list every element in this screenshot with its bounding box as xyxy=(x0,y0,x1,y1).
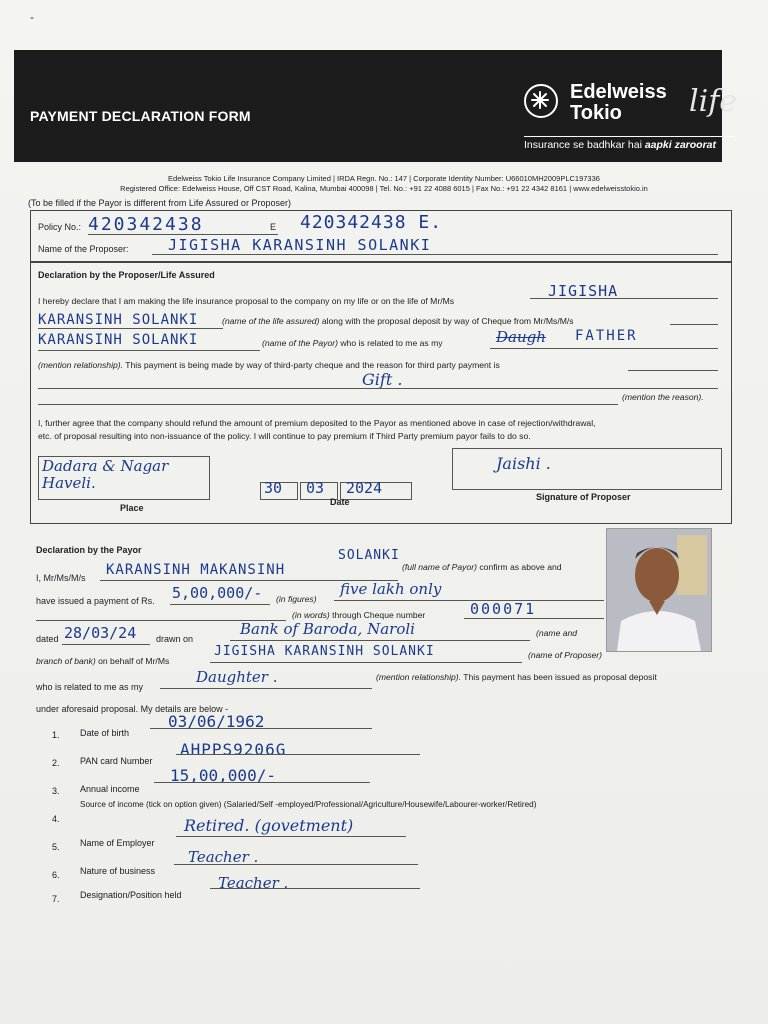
nature-of-business-line xyxy=(174,864,418,865)
detail-5-label: Name of Employer xyxy=(80,838,155,848)
refund-text-2: etc. of proposal resulting into non-issuance of the policy. I will continue to pay premium if Third Party premium payor fails to do so. xyxy=(38,431,531,441)
relation-struck-handwritten: Daugh xyxy=(496,328,546,346)
bank-caption: (name and xyxy=(536,628,578,638)
declaration-line-2-text: along with the proposal deposit by way of Cheque from Mr/Ms/M/s xyxy=(319,316,574,326)
employer-line xyxy=(176,836,406,837)
pan-number-line xyxy=(176,754,420,755)
form-header xyxy=(14,50,738,162)
payor-full-name-handwritten[interactable]: KARANSINH MAKANSINH xyxy=(106,562,286,578)
policy-no-repeat-handwritten: 420342438 E. xyxy=(300,212,443,233)
reason-line-1 xyxy=(38,388,718,389)
payor-photo xyxy=(606,528,712,652)
payor-confirm-text: confirm as above and xyxy=(477,562,562,572)
payor-name-handwritten[interactable]: KARANSINH SOLANKI xyxy=(38,332,199,348)
detail-5-number: 5. xyxy=(52,842,60,852)
amount-words-handwritten[interactable]: five lakh only xyxy=(340,580,442,598)
detail-4-number: 4. xyxy=(52,814,60,824)
brand-name-line2: Tokio xyxy=(570,102,622,124)
reason-handwritten[interactable]: Gift . xyxy=(362,370,403,389)
amount-figures-caption: (in figures) xyxy=(276,594,317,604)
detail-1-label: Date of birth xyxy=(80,728,130,738)
nature-of-business-handwritten[interactable]: Teacher . xyxy=(188,848,259,866)
date-label: Date xyxy=(330,497,350,507)
payor-relation-line xyxy=(160,688,372,689)
relationship-caption: (mention relationship). xyxy=(38,360,124,370)
registration-line-1: Edelweiss Tokio Life Insurance Company Limited | IRDA Regn. No.: 147 | Corporate Identity Number: U66010MH2009PLC197336 xyxy=(168,174,600,183)
amount-words-line-1 xyxy=(334,600,604,601)
cheque-number-handwritten[interactable]: 000071 xyxy=(470,600,537,618)
amount-words-caption: (in words) xyxy=(292,610,330,620)
proposal-deposit-text: This payment has been issued as proposal deposit xyxy=(461,672,657,682)
place-label: Place xyxy=(120,503,144,513)
drawn-on-label: drawn on xyxy=(156,634,194,644)
payor-relation-caption: (mention relationship). xyxy=(376,672,462,682)
payor-relation-handwritten[interactable]: Daughter . xyxy=(196,668,278,686)
payment-prefix: have issued a payment of Rs. xyxy=(36,596,155,606)
detail-6-label: Nature of business xyxy=(80,866,156,876)
place-handwritten[interactable]: Dadara & Nagar Haveli. xyxy=(42,457,169,492)
declaration-line-3 xyxy=(262,338,443,348)
branch-caption: branch of bank) xyxy=(36,656,96,666)
payor-surname-handwritten[interactable]: SOLANKI xyxy=(338,548,400,563)
fill-note: (To be filled if the Payor is different from Life Assured or Proposer) xyxy=(28,198,291,208)
declaration-line-2 xyxy=(222,316,574,326)
life-assured-name-handwritten-1[interactable]: JIGISHA xyxy=(548,282,619,300)
date-day-handwritten[interactable]: 30 xyxy=(264,479,283,497)
payor-from-line xyxy=(670,324,718,325)
policy-no-line xyxy=(88,234,278,235)
top-mark: - xyxy=(30,10,34,24)
brand-name-line1: Edelweiss xyxy=(570,81,667,103)
detail-6-number: 6. xyxy=(52,870,60,880)
amount-figures-line xyxy=(170,604,270,605)
payor-name-suffix xyxy=(402,562,562,572)
brand-tagline xyxy=(524,136,734,151)
brand-script: life xyxy=(689,84,738,119)
brand-logo-icon xyxy=(524,84,558,118)
proposer-name-handwritten[interactable]: JIGISHA KARANSINH SOLANKI xyxy=(168,236,432,254)
behalf-line xyxy=(36,656,169,666)
amount-figures-handwritten[interactable]: 5,00,000/- xyxy=(172,584,263,602)
detail-7-label: Designation/Position held xyxy=(80,890,182,900)
cheque-number-label: through Cheque number xyxy=(329,610,426,620)
employer-handwritten[interactable]: Retired. (govetment) xyxy=(184,816,354,835)
policy-no-suffix: E xyxy=(270,222,277,232)
life-assured-caption: (name of the life assured) xyxy=(222,316,320,326)
detail-1-number: 1. xyxy=(52,730,60,740)
annual-income-handwritten[interactable]: 15,00,000/- xyxy=(170,766,276,785)
form-title: PAYMENT DECLARATION FORM xyxy=(30,108,251,124)
payor-name-line xyxy=(38,350,260,351)
proposer-declaration-heading: Declaration by the Proposer/Life Assured xyxy=(38,270,215,280)
annual-income-line xyxy=(154,782,370,783)
reason-start-line xyxy=(628,370,718,371)
declaration-line-3-text: who is related to me as my xyxy=(337,338,443,348)
detail-2-number: 2. xyxy=(52,758,60,768)
reason-caption: (mention the reason). xyxy=(622,392,704,402)
relation-handwritten[interactable]: FATHER xyxy=(575,328,638,344)
date-of-birth-line xyxy=(150,728,372,729)
behalf-name-line xyxy=(210,662,522,663)
detail-3-number: 3. xyxy=(52,786,60,796)
payor-declaration-heading: Declaration by the Payor xyxy=(36,545,142,555)
bank-name-line xyxy=(230,640,530,641)
date-of-birth-handwritten[interactable]: 03/06/1962 xyxy=(168,712,265,731)
detail-3-label: Annual income xyxy=(80,784,140,794)
cheque-date-line xyxy=(62,644,150,645)
pan-number-handwritten[interactable]: AHPPS9206G xyxy=(180,740,287,759)
refund-text-1: I, further agree that the company should refund the amount of premium deposited to the Payor as mentioned above in case of rejection/withdrawal, xyxy=(38,418,596,428)
declaration-line-1: I hereby declare that I am making the life insurance proposal to the company on my life or on the life of Mr/Ms xyxy=(38,296,455,306)
payor-name-prefix: I, Mr/Ms/M/s xyxy=(36,573,86,583)
declaration-line-4 xyxy=(38,360,500,370)
reason-line-2 xyxy=(38,404,618,405)
proposer-signature-handwritten[interactable]: Jaishi . xyxy=(496,454,551,473)
detail-7-number: 7. xyxy=(52,894,60,904)
policy-no-handwritten[interactable]: 420342438 xyxy=(88,214,204,235)
tagline-text: Insurance se badhkar hai xyxy=(524,139,645,151)
detail-2-label: PAN card Number xyxy=(80,756,153,766)
relation-prefix: who is related to me as my xyxy=(36,682,144,692)
bank-name-handwritten[interactable]: Bank of Baroda, Naroli xyxy=(240,620,415,638)
behalf-label: on behalf of Mr/Ms xyxy=(95,656,170,666)
behalf-name-handwritten[interactable]: JIGISHA KARANSINH SOLANKI xyxy=(214,644,435,659)
registration-line-2: Registered Office: Edelweiss House, Off CST Road, Kalina, Mumbai 400098 | Tel. No.: +91 22 4088 6015 | Fax No.: +91 22 4342 8161 | www.edelweisstokio.in xyxy=(120,184,648,193)
payor-full-name-caption: (full name of Payor) xyxy=(402,562,477,572)
signature-label: Signature of Proposer xyxy=(536,492,631,502)
signature-box xyxy=(452,448,722,490)
proposer-name-label: Name of the Proposer: xyxy=(38,244,129,254)
cheque-prefix xyxy=(292,610,425,620)
designation-handwritten[interactable]: Teacher . xyxy=(218,874,289,892)
date-month-handwritten[interactable]: 03 xyxy=(306,479,325,497)
detail-4-label: Source of income (tick on option given) (Salaried/Self -employed/Professional/Agriculture/Housewife/Labourer-worker/Retired) xyxy=(80,800,537,809)
cheque-date-handwritten[interactable]: 28/03/24 xyxy=(64,624,137,642)
dated-label: dated xyxy=(36,634,59,644)
date-year-handwritten[interactable]: 2024 xyxy=(346,479,383,497)
declaration-line-4-text: This payment is being made by way of third-party cheque and the reason for third party payment is xyxy=(123,360,500,370)
cheque-number-line xyxy=(464,618,604,619)
proposer-name-caption: (name of Proposer) xyxy=(528,650,603,660)
relation-line xyxy=(490,348,718,349)
life-assured-name-handwritten-2[interactable]: KARANSINH SOLANKI xyxy=(38,312,199,328)
policy-no-label: Policy No.: xyxy=(38,222,82,232)
relation-suffix xyxy=(376,672,657,682)
tagline-emphasis: aapki zaroorat xyxy=(644,139,717,151)
life-assured-line-2 xyxy=(38,328,223,329)
payor-caption: (name of the Payor) xyxy=(262,338,338,348)
life-assured-line-1 xyxy=(530,298,718,299)
designation-line xyxy=(210,888,420,889)
proposer-name-line xyxy=(152,254,718,255)
details-intro: under aforesaid proposal. My details are below - xyxy=(36,704,229,714)
